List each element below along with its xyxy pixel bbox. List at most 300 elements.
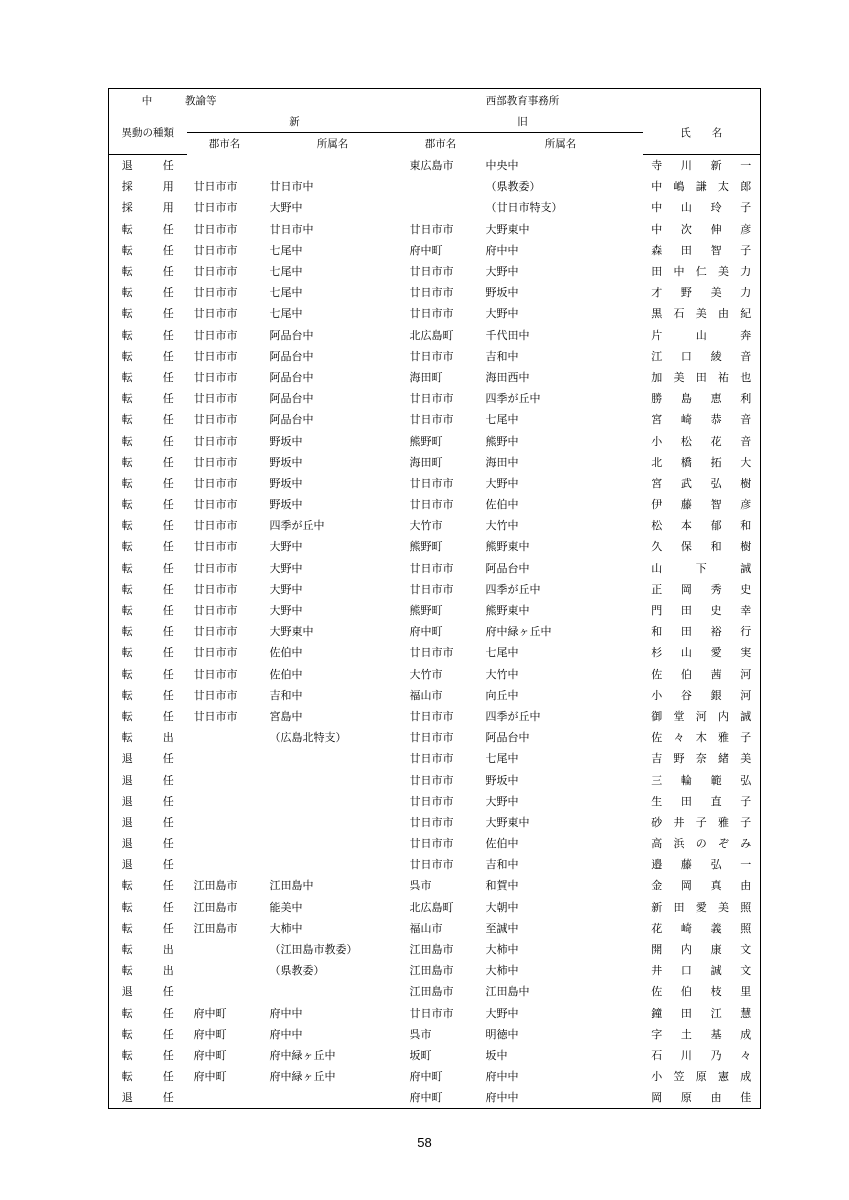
cell-old-school: 向丘中 [485, 689, 519, 702]
cell-transfer-kind [109, 684, 187, 705]
cell-old-city: 廿日市市 [409, 816, 454, 829]
cell-old-school: 大野中 [485, 477, 519, 490]
transfer-kind-text: 転任 [121, 583, 174, 596]
transfer-kind-text: 転任 [121, 922, 174, 935]
cell-transfer-kind [109, 599, 187, 620]
cell-transfer-kind [109, 260, 187, 281]
cell-new-school: 阿品台中 [269, 393, 314, 406]
cell-old-school: 七尾中 [485, 414, 519, 427]
cell-person-name [643, 981, 761, 1002]
cell-old-city: 府中町 [409, 626, 443, 639]
cell-transfer-kind [109, 578, 187, 599]
table-row [109, 303, 761, 324]
transfer-kind-text: 転任 [121, 541, 174, 554]
cell-old-city: 大竹市 [409, 520, 443, 533]
transfer-kind-text: 転任 [121, 456, 174, 469]
transfer-kind-text: 転任 [121, 1028, 174, 1041]
table-row [109, 1044, 761, 1065]
cell-old-city: 廿日市市 [409, 414, 454, 427]
cell-person-name [643, 494, 761, 515]
cell-new-city: 廿日市市 [193, 308, 238, 321]
cell-person-name [643, 345, 761, 366]
person-name-text: 砂井子雅子 [651, 816, 752, 829]
cell-old-school: 大野東中 [485, 223, 530, 236]
table-row [109, 176, 761, 197]
cell-new-school: （広島北特支） [269, 732, 347, 745]
cell-new-school [263, 981, 403, 1002]
cell-transfer-kind [109, 218, 187, 239]
cell-new-school [263, 154, 403, 176]
cell-new-school: 吉和中 [269, 689, 303, 702]
cell-old-school: 大柿中 [485, 944, 519, 957]
cell-transfer-kind [109, 769, 187, 790]
cell-old-school: 四季が丘中 [485, 393, 541, 406]
cell-person-name [643, 875, 761, 896]
table-row [109, 515, 761, 536]
cell-new-city: 廿日市市 [193, 244, 238, 257]
cell-person-name [643, 578, 761, 599]
cell-person-name [643, 260, 761, 281]
table-row [109, 727, 761, 748]
cell-person-name [643, 1044, 761, 1065]
person-name-text: 山下誠 [651, 562, 752, 575]
cell-new-city: 廿日市市 [193, 541, 238, 554]
cell-old-school: 大野中 [485, 1007, 519, 1020]
table-row [109, 451, 761, 472]
transfer-kind-text: 転任 [121, 329, 174, 342]
cell-old-school: 吉和中 [485, 350, 519, 363]
person-name-text: 勝島恵利 [651, 393, 752, 406]
cell-person-name [643, 917, 761, 938]
header-new-city: 郡市名 [208, 138, 241, 150]
table-row [109, 154, 761, 176]
cell-old-school: 大朝中 [485, 901, 519, 914]
cell-person-name [643, 769, 761, 790]
cell-new-school: 野坂中 [269, 477, 303, 490]
table-row [109, 960, 761, 981]
table-row [109, 1066, 761, 1087]
cell-person-name [643, 557, 761, 578]
cell-old-city: 廿日市市 [409, 753, 454, 766]
table-row [109, 430, 761, 451]
cell-new-school: 大野中 [269, 583, 303, 596]
person-name-text: 新田愛美照 [651, 901, 752, 914]
person-name-text: 小笠原憲成 [651, 1071, 752, 1084]
cell-old-school: 和賀中 [485, 880, 519, 893]
person-name-text: 伊藤智彦 [651, 499, 752, 512]
cell-transfer-kind [109, 727, 187, 748]
personnel-transfer-table [108, 88, 761, 1109]
cell-transfer-kind [109, 896, 187, 917]
cell-old-school: 明徳中 [485, 1028, 519, 1041]
transfer-kind-text: 退任 [121, 160, 174, 173]
transfer-kind-text: 退任 [121, 1092, 174, 1105]
cell-transfer-kind [109, 1066, 187, 1087]
cell-old-city: 熊野町 [409, 605, 443, 618]
person-name-text: 北橋拓大 [651, 456, 752, 469]
cell-person-name [643, 854, 761, 875]
cell-person-name [643, 748, 761, 769]
cell-old-school: 四季が丘中 [485, 583, 541, 596]
transfer-kind-text: 転任 [121, 266, 174, 279]
person-name-text: 高浜のぞみ [651, 838, 752, 851]
table-row [109, 494, 761, 515]
person-name-text: 字土基成 [651, 1028, 752, 1041]
transfer-kind-text: 転任 [121, 605, 174, 618]
cell-transfer-kind [109, 451, 187, 472]
cell-old-school: 大竹中 [485, 668, 519, 681]
cell-new-city: 廿日市市 [193, 414, 238, 427]
person-name-text: 小谷銀河 [651, 689, 752, 702]
cell-transfer-kind [109, 388, 187, 409]
cell-person-name [643, 366, 761, 387]
cell-person-name [643, 938, 761, 959]
cell-person-name [643, 621, 761, 642]
transfer-kind-text: 退任 [121, 795, 174, 808]
cell-person-name [643, 727, 761, 748]
table-row [109, 578, 761, 599]
transfer-kind-text: 退任 [121, 774, 174, 787]
cell-old-school: 大柿中 [485, 965, 519, 978]
table-row [109, 472, 761, 493]
cell-old-school: 四季が丘中 [485, 710, 541, 723]
transfer-kind-text: 転任 [121, 901, 174, 914]
cell-old-city: 熊野町 [409, 541, 443, 554]
cell-old-city: 廿日市市 [409, 583, 454, 596]
cell-old-city: 廿日市市 [409, 308, 454, 321]
cell-new-school: （江田島市教委） [269, 944, 358, 957]
table-row [109, 345, 761, 366]
transfer-kind-text: 転出 [121, 965, 174, 978]
cell-person-name [643, 1002, 761, 1023]
cell-new-city: 廿日市市 [193, 668, 238, 681]
header-group-old: 旧 [403, 111, 643, 133]
person-name-text: 開内康文 [651, 944, 752, 957]
person-name-text: 中山玲子 [651, 202, 752, 215]
cell-new-city [187, 769, 263, 790]
person-name-text: 佐伯枝里 [651, 986, 752, 999]
cell-new-city: 江田島市 [193, 901, 238, 914]
cell-old-school: 海田西中 [485, 371, 530, 384]
cell-person-name [643, 154, 761, 176]
person-name-text: 岡原由佳 [651, 1092, 752, 1105]
cell-old-school: 大野中 [485, 795, 519, 808]
cell-old-city: 廿日市市 [409, 795, 454, 808]
cell-person-name [643, 790, 761, 811]
transfer-kind-text: 転任 [121, 223, 174, 236]
header-blank-cell [643, 89, 761, 112]
header-name-cell: 氏 名 [643, 111, 761, 154]
cell-person-name [643, 409, 761, 430]
cell-transfer-kind [109, 536, 187, 557]
person-name-text: 花崎義照 [651, 922, 752, 935]
cell-transfer-kind [109, 282, 187, 303]
cell-transfer-kind [109, 854, 187, 875]
cell-new-school: 府中中 [269, 1028, 303, 1041]
cell-new-city: 廿日市市 [193, 350, 238, 363]
cell-old-city: 坂町 [409, 1049, 432, 1062]
cell-old-school: 府中中 [485, 1092, 519, 1105]
cell-new-city: 廿日市市 [193, 605, 238, 618]
cell-person-name [643, 239, 761, 260]
cell-new-city [187, 1087, 263, 1109]
table-row [109, 409, 761, 430]
cell-old-city: 江田島市 [409, 944, 454, 957]
cell-transfer-kind [109, 642, 187, 663]
transfer-kind-text: 転任 [121, 350, 174, 363]
cell-new-city [187, 833, 263, 854]
cell-new-school: 佐伯中 [269, 668, 303, 681]
cell-old-school: 海田中 [485, 456, 519, 469]
table-row [109, 854, 761, 875]
cell-old-city: 廿日市市 [409, 266, 454, 279]
cell-transfer-kind [109, 430, 187, 451]
cell-old-city: 廿日市市 [409, 393, 454, 406]
cell-transfer-kind [109, 494, 187, 515]
cell-new-city: 廿日市市 [193, 287, 238, 300]
transfer-kind-text: 転出 [121, 944, 174, 957]
cell-new-school: 佐伯中 [269, 647, 303, 660]
cell-new-school: 廿日市中 [269, 223, 314, 236]
cell-old-city: 廿日市市 [409, 499, 454, 512]
cell-old-city [403, 176, 479, 197]
cell-new-city [187, 854, 263, 875]
cell-transfer-kind [109, 1023, 187, 1044]
cell-new-school [263, 1087, 403, 1109]
cell-new-city: 廿日市市 [193, 181, 238, 194]
cell-transfer-kind [109, 960, 187, 981]
person-name-text: 加美田祐也 [651, 371, 752, 384]
cell-new-city: 廿日市市 [193, 520, 238, 533]
cell-new-school: 阿品台中 [269, 329, 314, 342]
person-name-text: 和田裕行 [651, 626, 752, 639]
person-name-text: 森田智子 [651, 244, 752, 257]
table-row [109, 197, 761, 218]
person-name-text: 門田史幸 [651, 605, 752, 618]
page-number: 58 [417, 1135, 432, 1150]
table-row [109, 769, 761, 790]
cell-new-school [263, 790, 403, 811]
cell-old-city: 北広島町 [409, 329, 454, 342]
person-name-text: 邉藤弘一 [651, 859, 752, 872]
person-name-text: 杉山愛実 [651, 647, 752, 660]
cell-transfer-kind [109, 705, 187, 726]
cell-person-name [643, 536, 761, 557]
cell-old-school: 阿品台中 [485, 732, 530, 745]
cell-new-city: 廿日市市 [193, 371, 238, 384]
cell-new-school: （県教委） [269, 965, 325, 978]
cell-person-name [643, 663, 761, 684]
cell-transfer-kind [109, 303, 187, 324]
cell-old-school: 吉和中 [485, 859, 519, 872]
cell-old-city: 府中町 [409, 1092, 443, 1105]
person-name-text: 中嶋謙太郎 [651, 181, 752, 194]
cell-transfer-kind [109, 1087, 187, 1109]
transfer-kind-text: 転任 [121, 668, 174, 681]
cell-new-school: 府中中 [269, 1007, 303, 1020]
transfer-kind-text: 転任 [121, 1007, 174, 1020]
cell-old-school: 府中中 [485, 244, 519, 257]
cell-old-school: 熊野中 [485, 435, 519, 448]
cell-old-city: 廿日市市 [409, 477, 454, 490]
table-row [109, 599, 761, 620]
cell-old-school: 野坂中 [485, 287, 519, 300]
transfer-kind-text: 退任 [121, 838, 174, 851]
table-row [109, 324, 761, 345]
transfer-kind-text: 転任 [121, 562, 174, 575]
person-name-text: 久保和樹 [651, 541, 752, 554]
transfer-kind-text: 転任 [121, 287, 174, 300]
cell-transfer-kind [109, 239, 187, 260]
cell-transfer-kind [109, 557, 187, 578]
cell-new-school: 七尾中 [269, 287, 303, 300]
header-old-school: 所属名 [544, 138, 577, 150]
table-row [109, 875, 761, 896]
cell-person-name [643, 642, 761, 663]
cell-transfer-kind [109, 366, 187, 387]
person-name-text: 宮武弘樹 [651, 477, 752, 490]
cell-new-school [263, 833, 403, 854]
cell-person-name [643, 684, 761, 705]
transfer-kind-text: 転任 [121, 371, 174, 384]
cell-new-school [263, 748, 403, 769]
cell-new-city: 廿日市市 [193, 583, 238, 596]
person-name-text: 三輪範弘 [651, 774, 752, 787]
cell-new-school: 府中緑ヶ丘中 [269, 1049, 336, 1062]
cell-old-school: 江田島中 [485, 986, 530, 999]
person-name-text: 吉野奈緒美 [651, 753, 752, 766]
transfer-kind-text: 転任 [121, 689, 174, 702]
cell-new-school: 大野中 [269, 605, 303, 618]
table-row [109, 896, 761, 917]
table-row [109, 1002, 761, 1023]
cell-new-city: 廿日市市 [193, 435, 238, 448]
cell-person-name [643, 303, 761, 324]
transfer-kind-text: 転任 [121, 626, 174, 639]
transfer-kind-text: 転任 [121, 435, 174, 448]
header-office-cell: 西部教育事務所 [485, 94, 560, 107]
cell-new-school [263, 811, 403, 832]
cell-transfer-kind [109, 472, 187, 493]
header-old-city: 郡市名 [424, 138, 457, 150]
cell-new-school: 宮島中 [269, 710, 303, 723]
cell-old-school: 七尾中 [485, 753, 519, 766]
cell-person-name [643, 176, 761, 197]
transfer-kind-text: 転任 [121, 710, 174, 723]
cell-transfer-kind [109, 917, 187, 938]
table-row [109, 790, 761, 811]
table-body [109, 154, 761, 1108]
cell-transfer-kind [109, 790, 187, 811]
cell-transfer-kind [109, 621, 187, 642]
header-category-school-type: 中 [141, 94, 153, 107]
header-row-category [109, 89, 761, 112]
cell-transfer-kind [109, 176, 187, 197]
cell-old-city: 北広島町 [409, 901, 454, 914]
cell-new-city: 廿日市市 [193, 626, 238, 639]
table-row [109, 621, 761, 642]
cell-new-school: 野坂中 [269, 499, 303, 512]
cell-person-name [643, 599, 761, 620]
cell-old-city: 廿日市市 [409, 350, 454, 363]
cell-person-name [643, 197, 761, 218]
cell-transfer-kind [109, 811, 187, 832]
cell-new-city [187, 960, 263, 981]
personnel-transfer-table-wrapper [108, 88, 760, 1109]
cell-person-name [643, 218, 761, 239]
cell-new-city: 府中町 [193, 1007, 227, 1020]
cell-person-name [643, 960, 761, 981]
cell-old-school: 中央中 [485, 159, 519, 172]
cell-new-city: 廿日市市 [193, 647, 238, 660]
cell-new-school: 大野東中 [269, 626, 314, 639]
person-name-text: 寺川新一 [651, 160, 752, 173]
cell-old-city: 廿日市市 [409, 1007, 454, 1020]
cell-new-city: 江田島市 [193, 922, 238, 935]
transfer-kind-text: 転任 [121, 1071, 174, 1084]
cell-transfer-kind [109, 1002, 187, 1023]
person-name-text: 才野美力 [651, 287, 752, 300]
table-row [109, 388, 761, 409]
cell-old-city: 江田島市 [409, 965, 454, 978]
cell-new-city: 廿日市市 [193, 393, 238, 406]
table-row [109, 282, 761, 303]
table-row [109, 536, 761, 557]
cell-new-city: 廿日市市 [193, 202, 238, 215]
cell-new-school [263, 854, 403, 875]
person-name-text: 片山奔 [651, 329, 752, 342]
cell-person-name [643, 811, 761, 832]
transfer-kind-text: 転任 [121, 499, 174, 512]
person-name-text: 佐々木雅子 [651, 732, 752, 745]
transfer-kind-text: 転任 [121, 477, 174, 490]
cell-person-name [643, 1023, 761, 1044]
cell-new-city: 廿日市市 [193, 456, 238, 469]
cell-old-city: 廿日市市 [409, 562, 454, 575]
cell-new-school: 大野中 [269, 562, 303, 575]
table-row [109, 642, 761, 663]
person-name-text: 宮崎恭音 [651, 414, 752, 427]
cell-old-city: 廿日市市 [409, 287, 454, 300]
cell-new-school [263, 769, 403, 790]
table-row [109, 981, 761, 1002]
cell-person-name [643, 472, 761, 493]
cell-old-city: 熊野町 [409, 435, 443, 448]
person-name-text: 正岡秀史 [651, 583, 752, 596]
person-name-text: 田中仁美力 [651, 266, 752, 279]
cell-transfer-kind [109, 324, 187, 345]
header-new-school: 所属名 [316, 138, 349, 150]
transfer-kind-text: 転任 [121, 308, 174, 321]
transfer-kind-text: 転任 [121, 880, 174, 893]
cell-old-school: 坂中 [485, 1049, 508, 1062]
cell-new-school: 七尾中 [269, 244, 303, 257]
transfer-kind-text: 退任 [121, 816, 174, 829]
cell-person-name [643, 451, 761, 472]
header-kind-cell: 異動の種類 [109, 111, 187, 154]
cell-transfer-kind [109, 515, 187, 536]
table-row [109, 833, 761, 854]
cell-old-school: 大野東中 [485, 816, 530, 829]
person-name-text: 江口綾音 [651, 350, 752, 363]
cell-new-school: 阿品台中 [269, 350, 314, 363]
person-name-text: 松本郁和 [651, 520, 752, 533]
cell-new-city: 廿日市市 [193, 710, 238, 723]
cell-old-city: 廿日市市 [409, 732, 454, 745]
cell-new-city [187, 981, 263, 1002]
cell-old-city: 福山市 [409, 922, 443, 935]
cell-new-city [187, 727, 263, 748]
